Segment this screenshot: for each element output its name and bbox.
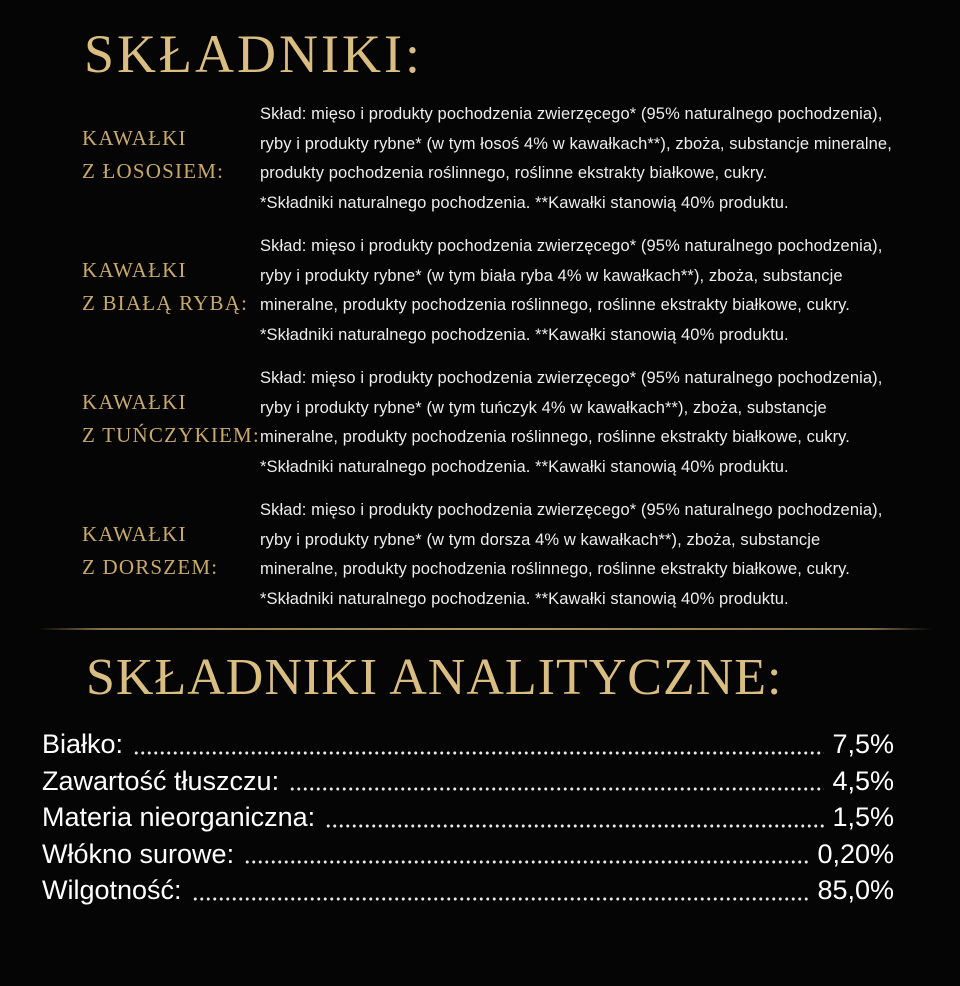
variant-label-line: KAWAŁKI	[82, 126, 187, 150]
ingredient-text-line: *Składniki naturalnego pochodzenia. **Kawałki stanowią 40% produktu.	[260, 325, 789, 344]
variant-label-line: KAWAŁKI	[82, 258, 187, 282]
ingredient-text-line: mineralne, produkty pochodzenia roślinnego, roślinne ekstrakty białkowe, cukry.	[260, 296, 850, 314]
analytical-row-label: Włókno surowe:	[42, 838, 235, 869]
analytical-row-value: 4,5%	[832, 765, 894, 796]
ingredient-text-line: ryby i produkty rybne* (w tym dorsza 4% w kawałkach**), zboża, substancje	[260, 530, 821, 549]
ingredient-text-line: ryby i produkty rybne* (w tym biała ryba 4% w kawałkach**), zboża, substancje	[260, 266, 843, 285]
dot-leader	[133, 750, 824, 756]
variant-label	[82, 386, 260, 482]
ingredient-text-line: Skład: mięso i produkty pochodzenia zwierzęcego* (95% naturalnego pochodzenia),	[260, 369, 883, 387]
ingredient-text-line: mineralne, produkty pochodzenia roślinnego, roślinne ekstrakty białkowe, cukry.	[260, 428, 850, 446]
variant-salmon	[82, 100, 960, 218]
ingredient-text-line: *Składniki naturalnego pochodzenia. **Kawałki stanowią 40% produktu.	[260, 589, 789, 608]
ingredient-text-line: ryby i produkty rybne* (w tym łosoś 4% w kawałkach**), zboża, substancje mineralne,	[260, 134, 892, 153]
dot-leader	[192, 896, 810, 902]
analytical-row-label: Białko:	[42, 729, 124, 759]
analytical-row-value: 7,5%	[832, 729, 894, 759]
variant-label-line: Z DORSZEM:	[82, 555, 219, 579]
product-label-panel	[0, 26, 960, 986]
variant-cod	[82, 496, 960, 614]
analytical-row-label: Wilgotność:	[42, 875, 182, 906]
variant-label	[82, 122, 260, 218]
dot-leader	[325, 823, 824, 829]
variant-white-fish	[82, 232, 960, 350]
variant-label	[82, 254, 260, 350]
dot-leader	[244, 859, 809, 865]
analytical-row-moisture	[42, 872, 894, 909]
analytical-title: SKŁADNIKI ANALITYCZNE:	[86, 649, 783, 706]
ingredient-text-line: mineralne, produkty pochodzenia roślinnego, roślinne ekstrakty białkowe, cukry.	[260, 560, 850, 578]
analytical-row-fat	[42, 763, 894, 800]
analytical-row-value: 85,0%	[817, 875, 894, 906]
variant-label-line: KAWAŁKI	[82, 390, 187, 414]
analytical-row-value: 0,20%	[817, 838, 894, 869]
analytical-row-value: 1,5%	[832, 802, 894, 833]
ingredient-text-line: Skład: mięso i produkty pochodzenia zwierzęcego* (95% naturalnego pochodzenia),	[260, 501, 883, 519]
ingredients-title: SKŁADNIKI:	[84, 24, 423, 84]
variant-label	[82, 518, 260, 614]
variant-label-line: Z BIAŁĄ RYBĄ:	[82, 291, 249, 315]
variant-label-line: Z TUŃCZYKIEM:	[82, 423, 260, 447]
analytical-table	[42, 726, 894, 909]
ingredient-text-line: ryby i produkty rybne* (w tym tuńczyk 4% w kawałkach**), zboża, substancje	[260, 398, 827, 417]
ingredient-text-line: *Składniki naturalnego pochodzenia. **Kawałki stanowią 40% produktu.	[260, 457, 789, 476]
ingredient-text-line: produkty pochodzenia roślinnego, roślinne ekstrakty białkowe, cukry.	[260, 164, 768, 182]
analytical-row-label: Zawartość tłuszczu:	[42, 765, 280, 796]
dot-leader	[289, 786, 824, 792]
ingredient-text-line: *Składniki naturalnego pochodzenia. **Kawałki stanowią 40% produktu.	[260, 193, 789, 212]
ingredient-text	[260, 364, 950, 482]
ingredient-text-line: Skład: mięso i produkty pochodzenia zwierzęcego* (95% naturalnego pochodzenia),	[260, 105, 883, 123]
ingredient-text	[260, 496, 950, 614]
analytical-row-inorganic-matter	[42, 799, 894, 836]
analytical-row-label: Materia nieorganiczna:	[42, 802, 316, 833]
section-divider	[38, 628, 932, 630]
analytical-row-protein	[42, 726, 894, 763]
ingredient-text-line: Skład: mięso i produkty pochodzenia zwierzęcego* (95% naturalnego pochodzenia),	[260, 237, 883, 255]
ingredient-text	[260, 232, 950, 350]
variant-tuna	[82, 364, 960, 482]
variant-label-line: KAWAŁKI	[82, 522, 187, 546]
analytical-row-crude-fibre	[42, 836, 894, 873]
variant-label-line: Z ŁOSOSIEM:	[82, 159, 225, 183]
ingredient-text	[260, 100, 950, 218]
